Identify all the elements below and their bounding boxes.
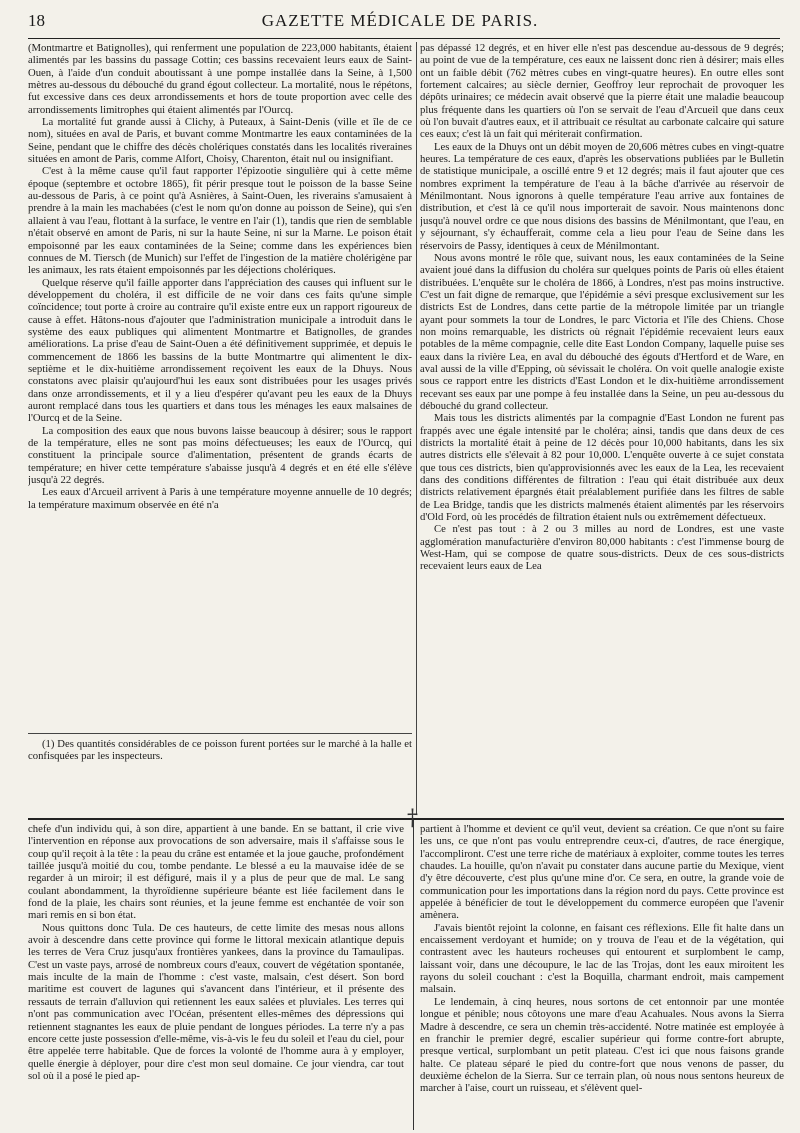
footnote [28,738,412,788]
paragraph: J'avais bientôt rejoint la colonne, en faisant ces réflexions. Elle fit halte dans un encaissement verdoyant et humide; on y trouva de l'eau et de la végétation, qui contrastent avec les hauteurs rocheuses qui entourent et surplombent le camp, laissant voir, dans une découpure, le lac de las Trojas, dont les eaux miroitent les rayons du soleil couchant : c'est la Boquilla, charmant endroit, mais campement malsain. [420,921,784,996]
paragraph: Le lendemain, à cinq heures, nous sortons de cet entonnoir par une montée longue et pénible; nous côtoyons une mare d'eau Acahuales. Nous avons la Sierra Madre à descendre, ce sera un chemin très-accidenté. Notre matinée est employée à en franchir le premier degré, escalier supérieur qui forme contre-fort abrupte, presque vertical, surplombant un petit plateau. C'est ici que nous faisons grande halte. Ce plateau séparé le pied du contre-fort que nous venons de passer, du deuxième échelon de la Sierra. Sur ce terrain plan, où nous nous sentons heureux de marcher à l'aise, court un ruisseau, et s'élèvent quel- [420,995,784,1095]
paragraph: C'est à la même cause qu'il faut rapporter l'épizootie singulière qui à cette même époque (septembre et octobre 1865), fit périr presque tout le poisson de la basse Seine au-dessous de Paris, à ce point qu'à Asnières, à Saint-Ouen, les riverains s'amusaient à prendre à la main les machabées (c'est le nom qu'on donne au poisson de Seine), qui s'en allaient à vau l'eau, flottant à la surface, le ventre en l'air (1), tandis que rien de semblable n'était observé en amont de Paris, ni sur la haute Seine, ni sur la Marne. Le poison était empoisonné par les eaux contaminées de la Seine; comme dans les expériences bien connues de M. Tiersch (de Munich) sur l'effet de l'ingestion de la matière cholérigène par les animaux, les rats étaient empoisonnés par les déjections cholériques. [28,165,412,277]
paragraph: (Montmartre et Batignolles), qui renferment une population de 223,000 habitants, étaient alimentés par les bassins du passage Cottin; ces bassins recevaient leurs eaux de Saint-Ouen, à l'aide d'un conduit aboutissant à une pompe installée dans la Seine, à 1,500 mètres au-dessous du débouché du grand égout collecteur. La mortalité, nous le répétons, fut excessive dans ces deux arrondissements et hors de toute proportion avec celle des arrondissements limitrophes qui étaient alimentés par l'Ourcq. [28,42,412,116]
column-right-top [420,42,784,816]
footnote-rule [28,733,412,734]
paragraph: chefe d'un individu qui, à son dire, appartient à une bande. En se battant, il crie vive l'intervention en réponse aux provocations de son adversaire, mais il s'affaisse sous le coup qu'il reçoit à la tête : la peau du crâne est entamée et la joue gauche, profondément taillée jusqu'à moitié du cou, tombe pendante. Le blessé a eu la mauvaise idée de se regarder à un miroir; il est défiguré, mais il y a plus de peur que de mal. Le sang coulant abondamment, la thyroïdienne supérieure béante est liée facilement dans le fond de la plaie, les chairs sont réunies, et la jeune femme est enchantée de voir son mari remis en si bon état. [28,823,404,922]
running-head: GAZETTE MÉDICALE DE PARIS. [261,11,539,30]
paragraph: La composition des eaux que nous buvons laisse beaucoup à désirer; sous le rapport de la température, elles ne sont pas moins défectueuses; les eaux de l'Ourcq, qui constituent la principale source d'alimentation, présentent de grands écarts de température; en hiver cette température s'abaisse jusqu'à 4 degrés et en été elle s'élève jusqu'à 22 degrés. [28,424,412,487]
paragraph: Nous quittons donc Tula. De ces hauteurs, de cette limite des mesas nous allons avoir à descendre dans cette province qui forme le littoral mexicain atlantique depuis les terres de Vera Cruz jusqu'aux frontières yankees, dans la province du Tamaulipas. C'est un vaste pays, arrosé de nombreux cours d'eaux, couvert de végétation spontanée, mais inculte de la main de l'homme : c'est vaste, malsain, c'est désert. Son bord maritime est couvert de lagunes qui s'avancent dans l'intérieur, et il présente des ressauts de terrain d'alluvion qui retiennent les eaux salées et pluviales. Les terres qui n'ont pas communication avec l'Océan, présentent elles-mêmes des dépressions qui retiennent stagnantes les eaux de pluie pendant de longues périodes. La terre n'y a pas encore cette juste possession d'elle-même, vis-à-vis le feu du soleil et l'eau du ciel, pour être appelée terre habitable. Que de forces la volonté de l'homme aura à y employer, quelle énergie à déployer, pour dire c'est mon seul domaine. Ce jour viendra, car tout sol où il a posé le pied ap- [28,921,404,1082]
footnote-text: (1) Des quantités considérables de ce poisson furent portées sur le marché à la halle et confisquées par les inspecteurs. [28,738,412,763]
paragraph: La mortalité fut grande aussi à Clichy, à Puteaux, à Saint-Denis (ville et île de ce nom), situées en aval de Paris, et buvant comme Montmartre les eaux contaminées de la Seine, pendant que le chiffre des décès cholériques constatés dans les localités riveraines situées en amont de Paris, comme Alfort, Choisy, Charenton, était nul ou insignifiant. [28,116,412,166]
paragraph: Nous avons montré le rôle que, suivant nous, les eaux contaminées de la Seine avaient joué dans la diffusion du choléra sur quelques points de Paris où elles étaient distribuées. L'enquête sur le choléra de 1866, à Londres, n'est pas moins instructive. C'est un fait digne de remarque, que l'épidémie a sévi presque exclusivement sur les districts Est de Londres, dans cette partie de la métropole limitée par un triangle ayant pour sommets la tour de Londres, le parc Victoria et l'île des Chiens. Chose non moins remarquable, les districts où régnait l'épidémie recevaient leurs eaux potables de la même compagnie, celle dite East London Company, laquelle puise ses eaux dans la rivière Lea, en aval du débouché des égouts d'Hertford et de Ware, en aval aussi de la ville d'Epping, où sévissait le choléra. On voit quelle analogie existe sous ce rapport entre les districts d'East London et le dix-huitième arrondissement recevant ses eaux par une pompe à feu installée dans la Seine, un peu au-dessous du débouché du grand collecteur. [420,251,784,412]
paragraph: partient à l'homme et devient ce qu'il veut, devient sa création. Ce que n'ont su faire les uns, ce que n'ont pas voulu entreprendre ceux-ci, d'autres, de race énergique, l'accompliront. C'est une terre riche de matériaux à exploiter, comme toutes les terres chaudes. La houille, qu'on n'avait pu constater dans aucune partie du Mexique, vient d'y être découverte, c'est plus qu'une mine d'or. Ce sera, en outre, la grande voie de communication pour les importations dans la région nord du pays. Cette province est appelée à bénéficier de tout le développement du commerce européen que l'avenir amènera. [420,823,784,922]
paragraph: Mais tous les districts alimentés par la compagnie d'East London ne furent pas frappés avec une égale intensité par le choléra; ainsi, tandis que dans deux de ces districts la mortalité était à peine de 12 décès pour 10,000 habitants, dans les six autres districts elle s'élevait à 82 pour 10,000. L'enquête ouverte à ce sujet constata que tous ces districts, bien qu'approvisionnés avec les eaux de la Lea, les recevaient dans des conditions différentes de filtration : l'eau qui était distribuée aux deux districts relativement épargnés était préalablement purifiée dans les filtres de sable de Lea Bridge, tandis que les districts malmenés étaient alimentés par les réservoirs d'Old Ford, où les procédés de filtration étaient nuls ou extrêmement défectueux. [420,412,784,524]
header-rule [28,38,780,39]
column-divider-bottom [413,820,414,1130]
column-left-top [28,42,412,728]
page-header [28,6,772,36]
column-right-bottom [420,823,784,1128]
handwritten-mark: † [407,806,418,831]
paragraph: pas dépassé 12 degrés, et en hiver elle n'est pas descendue au-dessous de 9 degrés; au point de vue de la température, ces eaux ne laissent donc rien à désirer; mais elles ont un faible débit (762 mètres cubes en vingt-quatre heures). En outre elles sont fortement calcaires; au siècle dernier, Geoffroy leur reprochait de provoquer les dépôts urinaires; ce médecin avait observé que la pierre était une maladie beaucoup plus fréquente dans les quartiers où l'on se servait de l'eau d'Arcueil que dans ceux où l'on buvait d'autres eaux, et il attribuait ce résultat au carbonate calcaire qui sature ces eaux; c'est là un fait qui mériterait confirmation. [420,42,784,141]
paragraph: Quelque réserve qu'il faille apporter dans l'appréciation des causes qui influent sur le développement du choléra, il est difficile de ne voir dans ces faits qu'une simple coïncidence; tout porte à croire au contraire qu'il existe entre eux un rapport rigoureux de cause à effet. Hâtons-nous d'ajouter que l'administration municipale a introduit dans le système des eaux publiques qui alimentent Montmartre et Batignolles, de grandes améliorations. La prise d'eau de Saint-Ouen a été définitivement supprimée, et depuis le commencement de 1866 les bassins de la butte Montmartre qui alimentent le dix-septième et le dix-huitième arrondissement reçoivent les eaux de la Dhuys. Nous constatons avec plaisir qu'aujourd'hui les eaux sont distribuées pour les usages privés dans onze arrondissements, et il y a lieu d'espérer qu'avant peu les eaux de la Dhuys auront remplacé dans tous les quartiers et dans tous les ménages les eaux malsaines de l'Ourcq et de la Seine. [28,276,412,425]
paragraph: Les eaux de la Dhuys ont un débit moyen de 20,606 mètres cubes en vingt-quatre heures. La température de ces eaux, d'après les observations publiées par le Bulletin de statistique municipale, a oscillé entre 9 et 12 degrés; mais il faut ajouter que ces nombres expriment la température de l'eau à la bâche d'arrivée au réservoir de Ménilmontant. Nous ignorons à quelle température l'eau arrive aux fontaines de distribution, et c'est là ce qu'il nous importerait de savoir. Nous maintenons donc jusqu'à nouvel ordre ce que nous disions des bassins de Ménilmontant, que l'eau, en y séjournant, s'y échaufferait, comme cela a lieu pour l'eau de Seine dans les réservoirs de Passy, identiques à ceux de Ménilmontant. [420,140,784,252]
column-divider [416,42,417,814]
column-left-bottom [28,823,404,1128]
section-separator [28,818,784,820]
page-number: 18 [28,11,45,30]
paragraph: Ce n'est pas tout : à 2 ou 3 milles au nord de Londres, est une vaste agglomération manufacturière d'environ 80,000 habitants : c'est l'immense bourg de West-Ham, qui se compose de quatre sous-districts. Deux de ces sous-districts recevaient leurs eaux de Lea [420,523,784,573]
paragraph: Les eaux d'Arcueil arrivent à Paris à une température moyenne annuelle de 10 degrés; la température maximum observée en été n'a [28,486,412,511]
